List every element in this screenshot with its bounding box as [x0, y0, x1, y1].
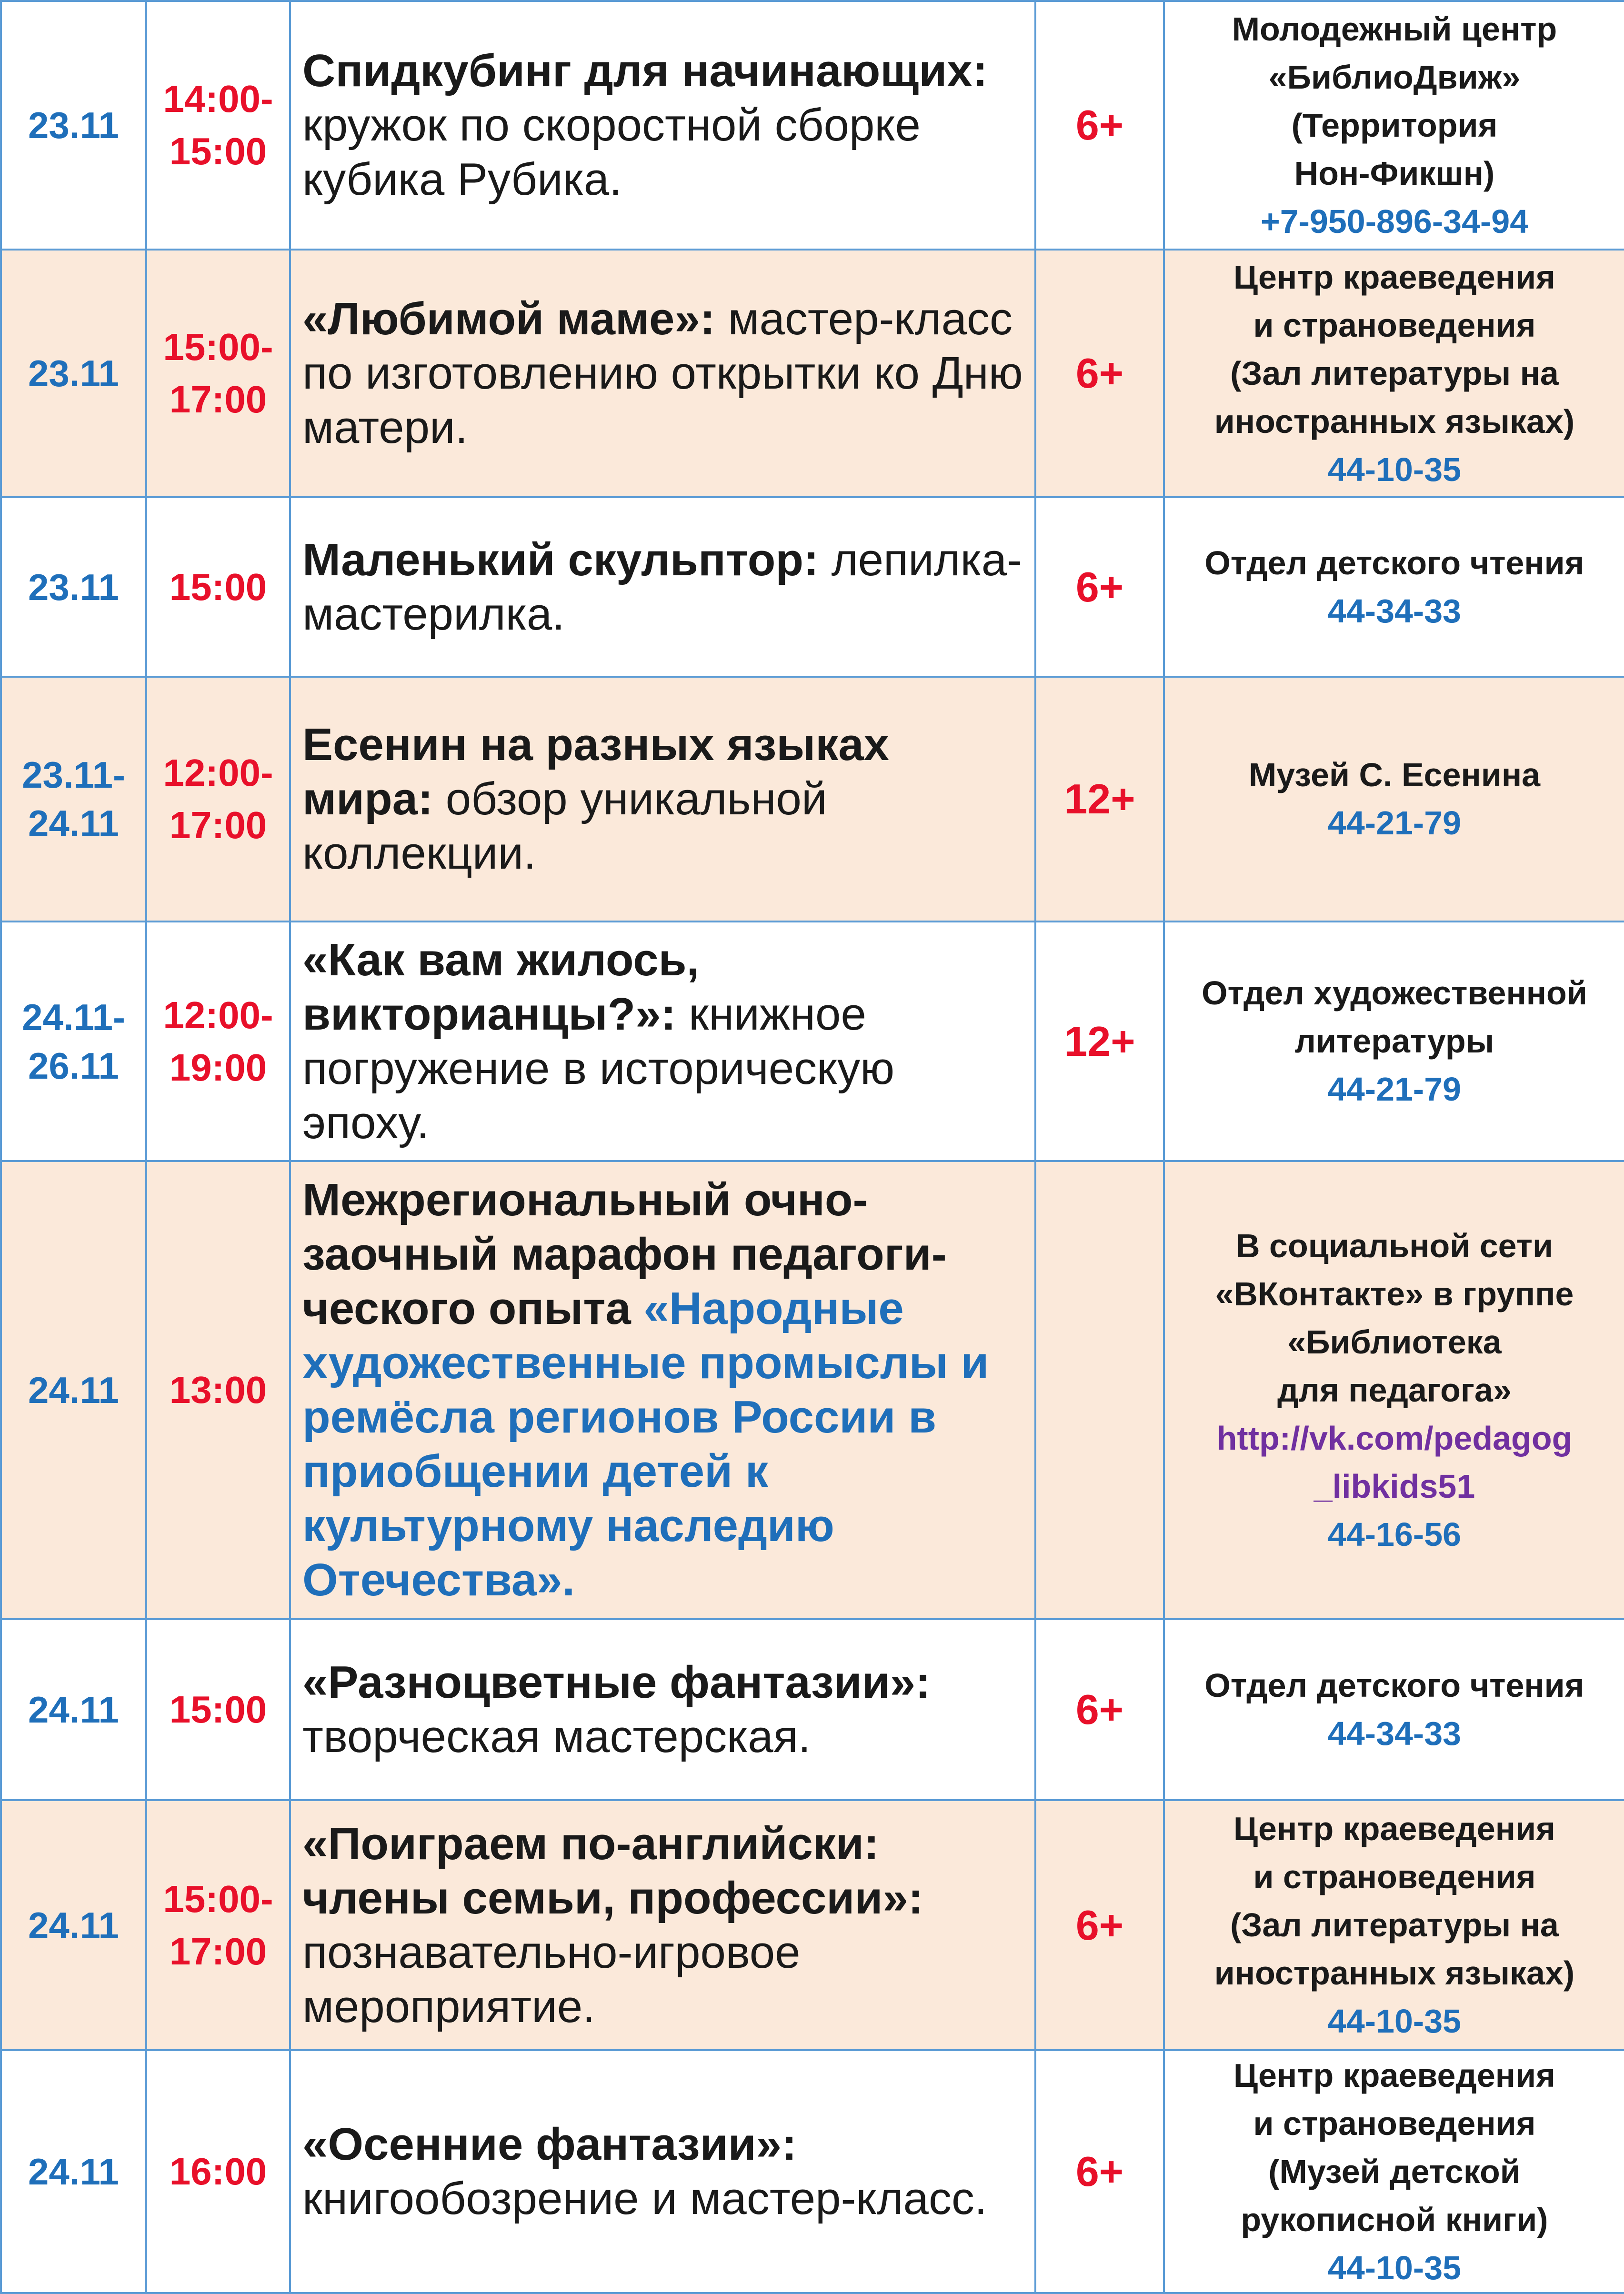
- location-line: Нон-Фикшн): [1294, 154, 1495, 192]
- location-line: Отдел детского чтения: [1204, 1667, 1584, 1704]
- contact-phone: 44-34-33: [1327, 592, 1462, 630]
- age-rating: 6+: [1035, 497, 1164, 677]
- location-line: и страноведения: [1253, 306, 1536, 344]
- contact-phone: 44-21-79: [1327, 1071, 1462, 1108]
- event-row: [1, 922, 1624, 1161]
- event-details: познавательно-игровое мероприятие.: [302, 1926, 801, 2032]
- event-row: [1, 2050, 1624, 2293]
- event-time-line: 13:00: [169, 1369, 267, 1411]
- event-time-line: 15:00: [169, 565, 267, 608]
- event-date: [1, 1800, 146, 2050]
- contact-phone: 44-10-35: [1327, 2003, 1462, 2040]
- event-date: [1, 2050, 146, 2293]
- event-description: [290, 497, 1035, 677]
- event-title: «Любимой маме»:: [302, 293, 715, 344]
- event-date-line: 23.11: [28, 566, 119, 608]
- event-title: «Как вам жилось, викторианцы?»:: [302, 934, 700, 1040]
- location-line: Центр краеведения: [1233, 2056, 1555, 2094]
- location-line: «БиблиоДвиж»: [1268, 58, 1521, 96]
- event-row: [1, 1800, 1624, 2050]
- location-line: Центр краеведения: [1233, 258, 1555, 296]
- event-details: книгообозрение и мастер-класс.: [302, 2173, 987, 2224]
- location-line: иностранных языках): [1214, 1954, 1575, 1992]
- location-line: Музей С. Есенина: [1248, 756, 1541, 793]
- event-description: [290, 677, 1035, 922]
- event-time: [146, 1619, 290, 1800]
- age-rating: 6+: [1035, 250, 1164, 497]
- event-location: [1164, 250, 1624, 497]
- event-time-line: 19:00: [169, 1046, 267, 1089]
- event-details: творческая мастерская.: [302, 1711, 811, 1762]
- event-location: [1164, 677, 1624, 922]
- event-time: [146, 1800, 290, 2050]
- contact-phone: 44-21-79: [1327, 804, 1462, 841]
- event-details: мастер-класс по изготовлению открытки ко Дню матери.: [302, 293, 1023, 453]
- event-date-line: 23.11: [28, 352, 119, 394]
- event-details: обзор уникальной коллекции.: [302, 773, 827, 879]
- event-row: [1, 1619, 1624, 1800]
- event-date: [1, 677, 146, 922]
- event-date-line: 23.11-: [22, 754, 125, 796]
- location-line: рукописной книги): [1241, 2201, 1548, 2238]
- event-title: Есенин на разных языках мира:: [302, 719, 890, 824]
- location-line: и страноведения: [1253, 2104, 1536, 2142]
- event-title: «Разноцветные фантазии»:: [302, 1657, 931, 1708]
- event-date: [1, 1619, 146, 1800]
- contact-phone: 44-10-35: [1327, 2249, 1462, 2286]
- event-time-line: 15:00-: [163, 1877, 273, 1920]
- location-line: Отдел художественной: [1202, 974, 1587, 1012]
- age-rating: 6+: [1035, 1800, 1164, 2050]
- age-rating: 12+: [1035, 677, 1164, 922]
- event-location: [1164, 922, 1624, 1161]
- location-line: литературы: [1294, 1022, 1494, 1060]
- event-description: [290, 1800, 1035, 2050]
- event-time-line: 15:00: [169, 130, 267, 172]
- event-time-line: 14:00-: [163, 78, 273, 120]
- age-rating: 6+: [1035, 2050, 1164, 2293]
- event-row: [1, 497, 1624, 677]
- event-date-line: 24.11: [28, 1369, 119, 1411]
- schedule-body: [1, 1, 1624, 2293]
- contact-phone: 44-10-35: [1327, 451, 1462, 488]
- event-location: [1164, 1161, 1624, 1619]
- event-time-line: 15:00-: [163, 326, 273, 368]
- event-date-line: 24.11: [28, 1689, 119, 1731]
- event-location: [1164, 1, 1624, 250]
- event-time: [146, 1, 290, 250]
- event-date: [1, 250, 146, 497]
- location-line: Молодежный центр: [1232, 10, 1557, 48]
- event-details: книжное погружение в историческую эпоху.: [302, 988, 895, 1148]
- event-date-line: 24.11: [28, 2151, 119, 2193]
- event-description: [290, 1, 1035, 250]
- event-description: [290, 250, 1035, 497]
- event-location: [1164, 1800, 1624, 2050]
- location-line: (Зал литературы на: [1230, 1906, 1559, 1943]
- event-description: [290, 2050, 1035, 2293]
- event-row: [1, 1, 1624, 250]
- event-time-line: 12:00-: [163, 751, 273, 794]
- location-line: (Музей детской: [1268, 2153, 1521, 2190]
- vk-group-link[interactable]: _libkids51: [1313, 1467, 1475, 1505]
- location-line: для педагога»: [1277, 1371, 1512, 1409]
- event-time-line: 17:00: [169, 378, 267, 421]
- event-date: [1, 1161, 146, 1619]
- location-line: и страноведения: [1253, 1858, 1536, 1895]
- event-time-line: 15:00: [169, 1688, 267, 1731]
- event-date: [1, 497, 146, 677]
- location-line: «ВКонтакте» в группе: [1215, 1275, 1574, 1312]
- event-time: [146, 922, 290, 1161]
- event-time: [146, 1161, 290, 1619]
- event-time-line: 16:00: [169, 2150, 267, 2193]
- event-title: «Осенние фантазии»:: [302, 2119, 797, 2170]
- contact-phone: +7-950-896-34-94: [1260, 202, 1529, 240]
- age-rating: 12+: [1035, 922, 1164, 1161]
- age-rating: 6+: [1035, 1, 1164, 250]
- event-date: [1, 922, 146, 1161]
- event-details: кружок по скоростной сборке кубика Рубика.: [302, 100, 921, 205]
- contact-phone: 44-16-56: [1327, 1515, 1462, 1553]
- event-date-line: 24.11: [28, 802, 119, 844]
- location-line: (Территория: [1291, 106, 1498, 144]
- event-row: [1, 677, 1624, 922]
- event-time: [146, 2050, 290, 2293]
- event-time: [146, 677, 290, 922]
- age-rating: [1035, 1161, 1164, 1619]
- event-date: [1, 1, 146, 250]
- event-location: [1164, 2050, 1624, 2293]
- event-highlight-title: «Народные художественные промыслы и ремёсла регионов России в приобщении детей к культурному наследию Отечества».: [302, 1283, 989, 1605]
- event-row: [1, 1161, 1624, 1619]
- event-title: «Поиграем по-английски: члены семьи, профессии»:: [302, 1818, 923, 1923]
- location-line: Отдел детского чтения: [1204, 544, 1584, 581]
- event-location: [1164, 497, 1624, 677]
- location-line: Центр краеведения: [1233, 1810, 1555, 1847]
- event-details: лепилка-мастерилка.: [302, 534, 1023, 640]
- vk-group-link[interactable]: http://vk.com/pedagog: [1216, 1419, 1573, 1457]
- event-description: [290, 1619, 1035, 1800]
- age-rating: 6+: [1035, 1619, 1164, 1800]
- location-line: иностранных языках): [1214, 402, 1575, 440]
- event-date-line: 24.11-: [22, 996, 125, 1038]
- event-title: Маленький скульптор:: [302, 534, 819, 585]
- contact-phone: 44-34-33: [1327, 1715, 1462, 1752]
- location-line: (Зал литературы на: [1230, 354, 1559, 392]
- event-time: [146, 497, 290, 677]
- location-line: «Библиотека: [1287, 1323, 1502, 1361]
- event-date-line: 23.11: [28, 104, 119, 146]
- event-row: [1, 250, 1624, 497]
- event-location: [1164, 1619, 1624, 1800]
- event-description: [290, 1161, 1035, 1619]
- event-time-line: 17:00: [169, 804, 267, 846]
- location-line: В социальной сети: [1236, 1227, 1553, 1264]
- event-time-line: 12:00-: [163, 993, 273, 1036]
- event-time: [146, 250, 290, 497]
- event-date-line: 26.11: [28, 1044, 119, 1087]
- event-date-line: 24.11: [28, 1904, 119, 1946]
- event-description: [290, 922, 1035, 1161]
- event-title: Спидкубинг для начинающих:: [302, 45, 988, 96]
- event-title: Межрегиональный очно-заочный марафон педагоги-ческого опыта: [302, 1174, 947, 1334]
- event-time-line: 17:00: [169, 1930, 267, 1973]
